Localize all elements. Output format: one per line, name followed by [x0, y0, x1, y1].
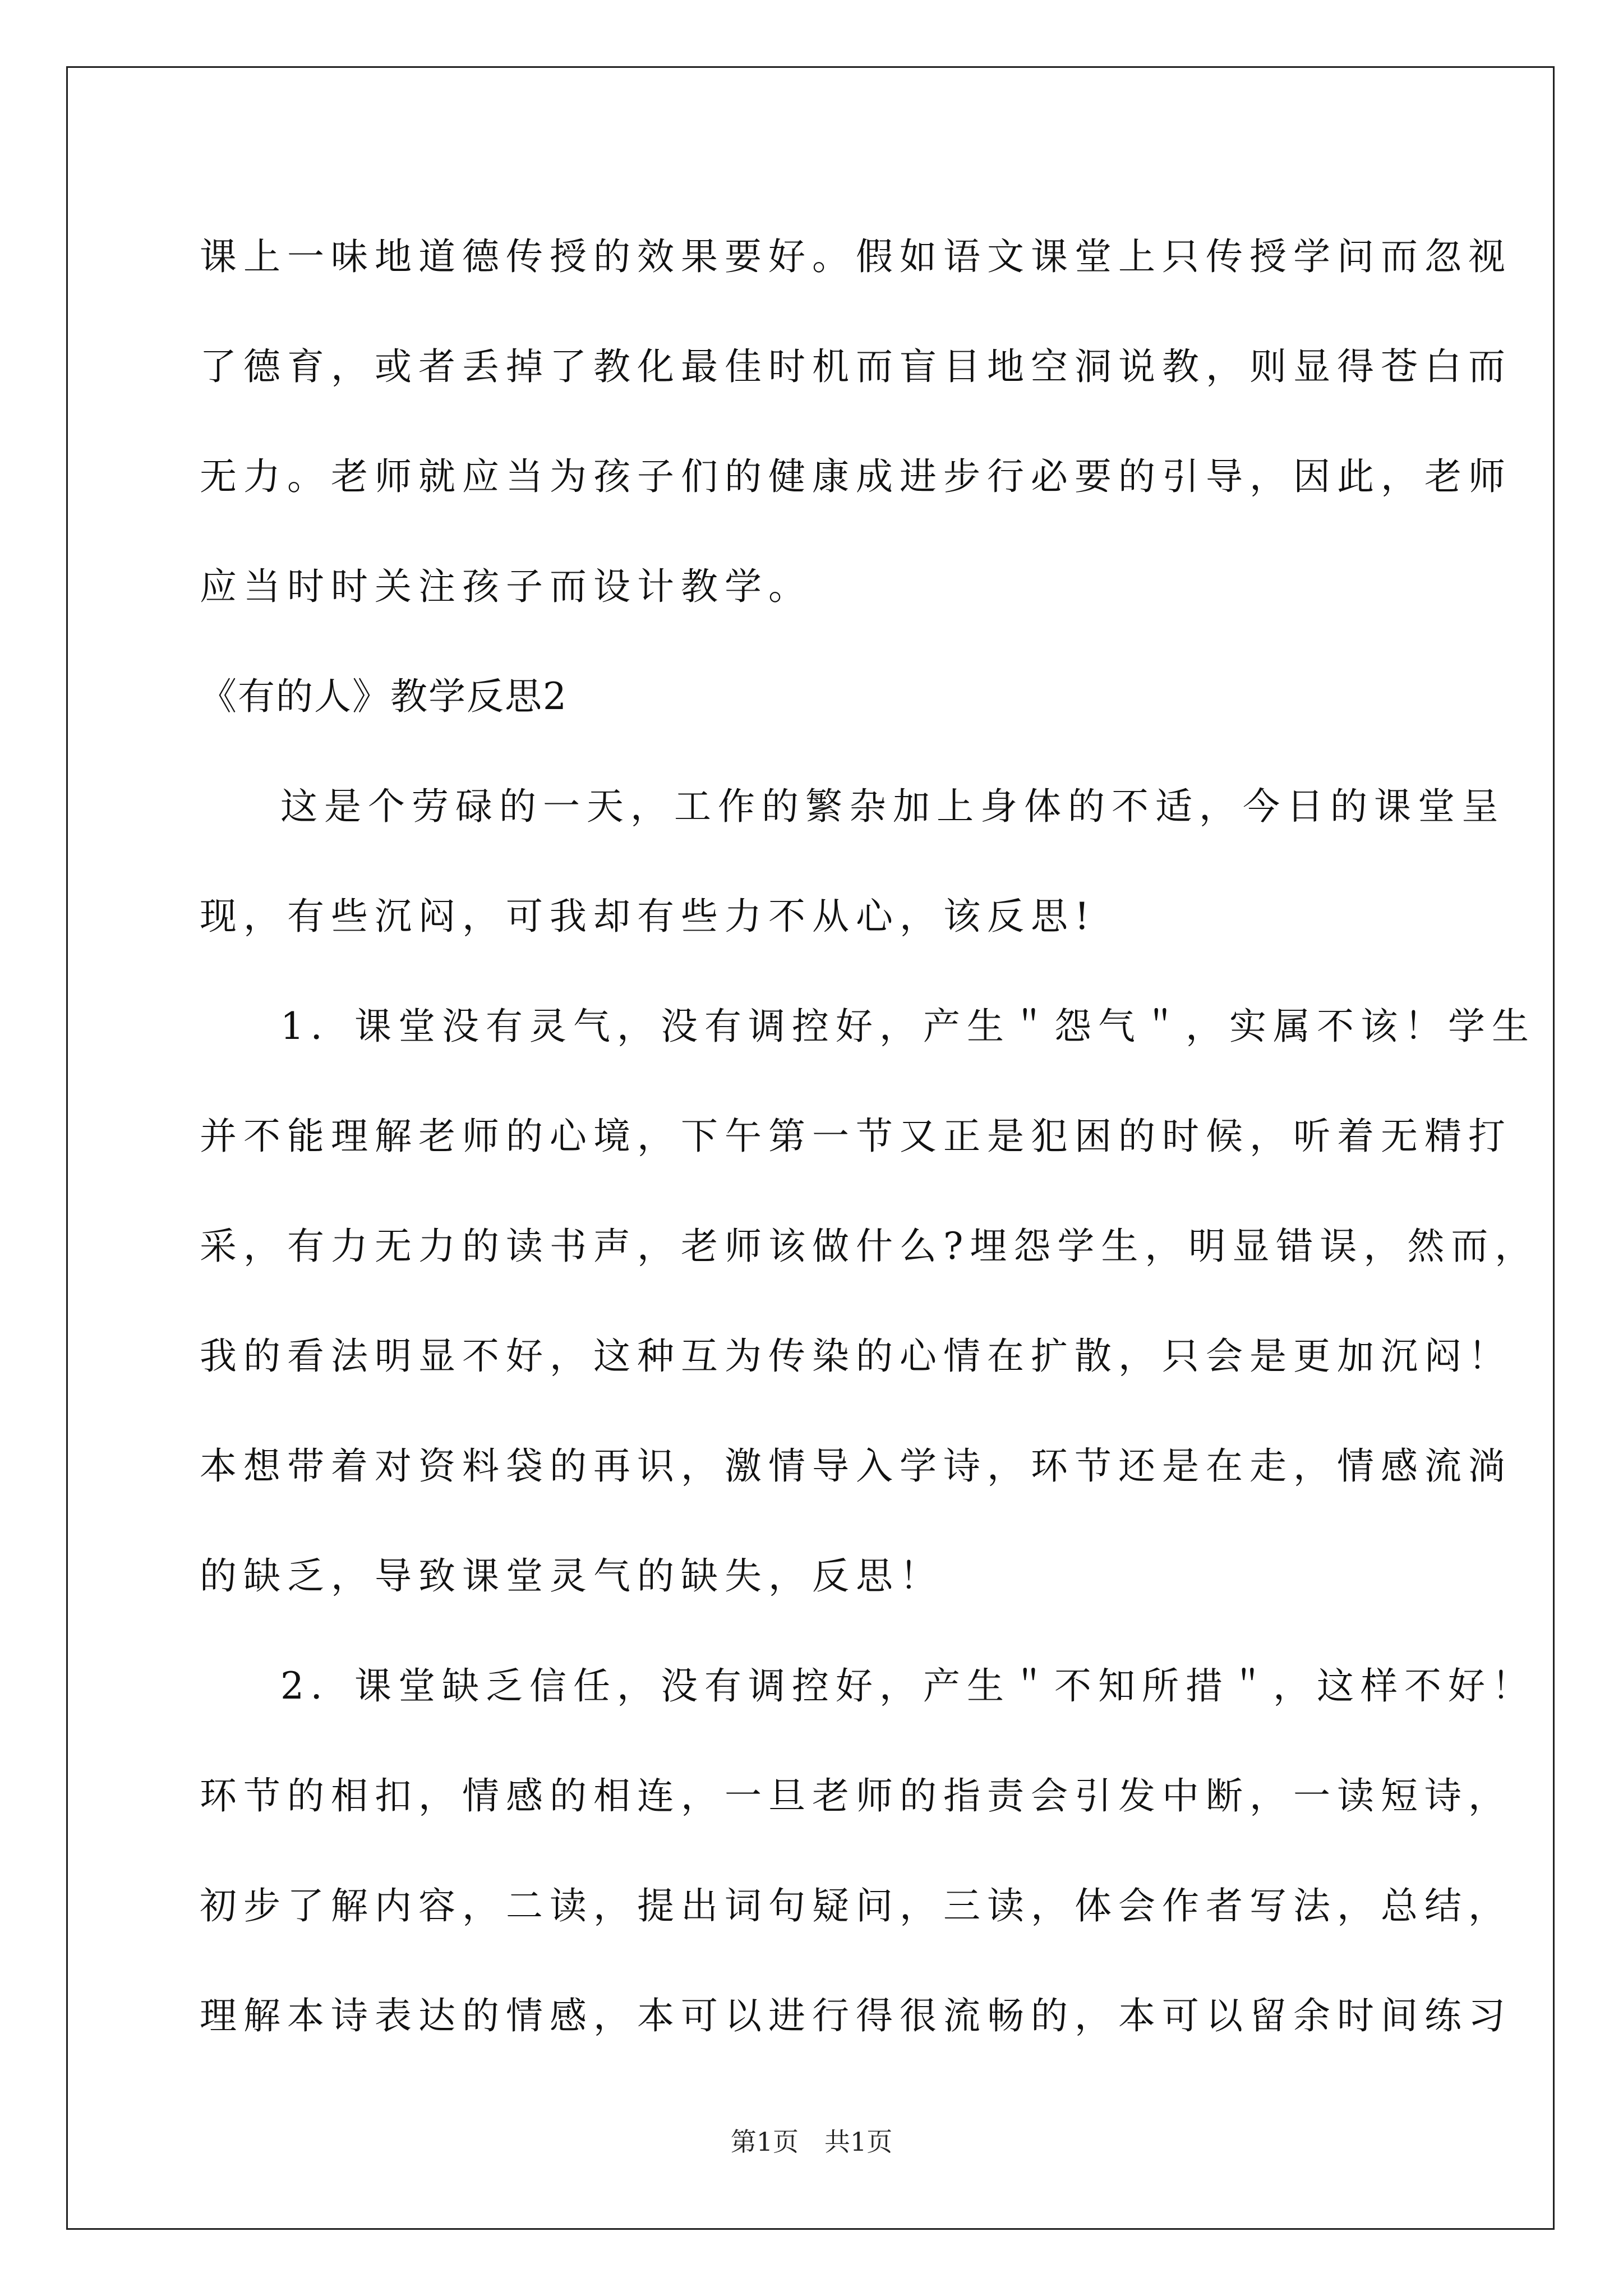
paragraph-line: 并不能理解老师的心境，下午第一节又正是犯困的时候，听着无精打 — [200, 1115, 1512, 1158]
paragraph-line: 无力。老师就应当为孩子们的健康成进步行必要的引导，因此，老师 — [200, 455, 1512, 498]
section-heading: 《有的人》教学反思2 — [200, 675, 568, 718]
paragraph-line: 采，有力无力的读书声，老师该做什么?埋怨学生，明显错误，然而， — [200, 1225, 1539, 1268]
paragraph-line: 2．课堂缺乏信任，没有调控好，产生＂不知所措＂，这样不好！ — [280, 1664, 1536, 1708]
paragraph-line: 这是个劳碌的一天，工作的繁杂加上身体的不适，今日的课堂呈 — [280, 785, 1505, 828]
paragraph-line: 课上一味地道德传授的效果要好。假如语文课堂上只传授学问而忽视 — [200, 235, 1512, 278]
paragraph-line: 我的看法明显不好，这种互为传染的心情在扩散，只会是更加沉闷！ — [200, 1335, 1512, 1378]
paragraph-line: 了德育，或者丢掉了教化最佳时机而盲目地空洞说教，则显得苍白而 — [200, 345, 1512, 388]
paragraph-line: 应当时时关注孩子而设计教学。 — [200, 565, 812, 608]
page-number-footer: 第1页 共1页 — [730, 2127, 893, 2157]
paragraph-line: 理解本诗表达的情感，本可以进行得很流畅的，本可以留余时间练习 — [200, 1994, 1512, 2037]
paragraph-line: 本想带着对资料袋的再识，激情导入学诗，环节还是在走，情感流淌 — [200, 1444, 1512, 1488]
paragraph-line: 的缺乏，导致课堂灵气的缺失，反思！ — [200, 1554, 943, 1598]
paragraph-line: 初步了解内容，二读，提出词句疑问，三读，体会作者写法，总结， — [200, 1884, 1512, 1927]
paragraph-line: 环节的相扣，情感的相连，一旦老师的指责会引发中断，一读短诗， — [200, 1774, 1512, 1818]
paragraph-line: 1．课堂没有灵气，没有调控好，产生＂怨气＂，实属不该！学生 — [280, 1005, 1536, 1048]
document-body — [200, 202, 1539, 2071]
paragraph-line: 现，有些沉闷，可我却有些力不从心，该反思! — [200, 895, 1096, 938]
